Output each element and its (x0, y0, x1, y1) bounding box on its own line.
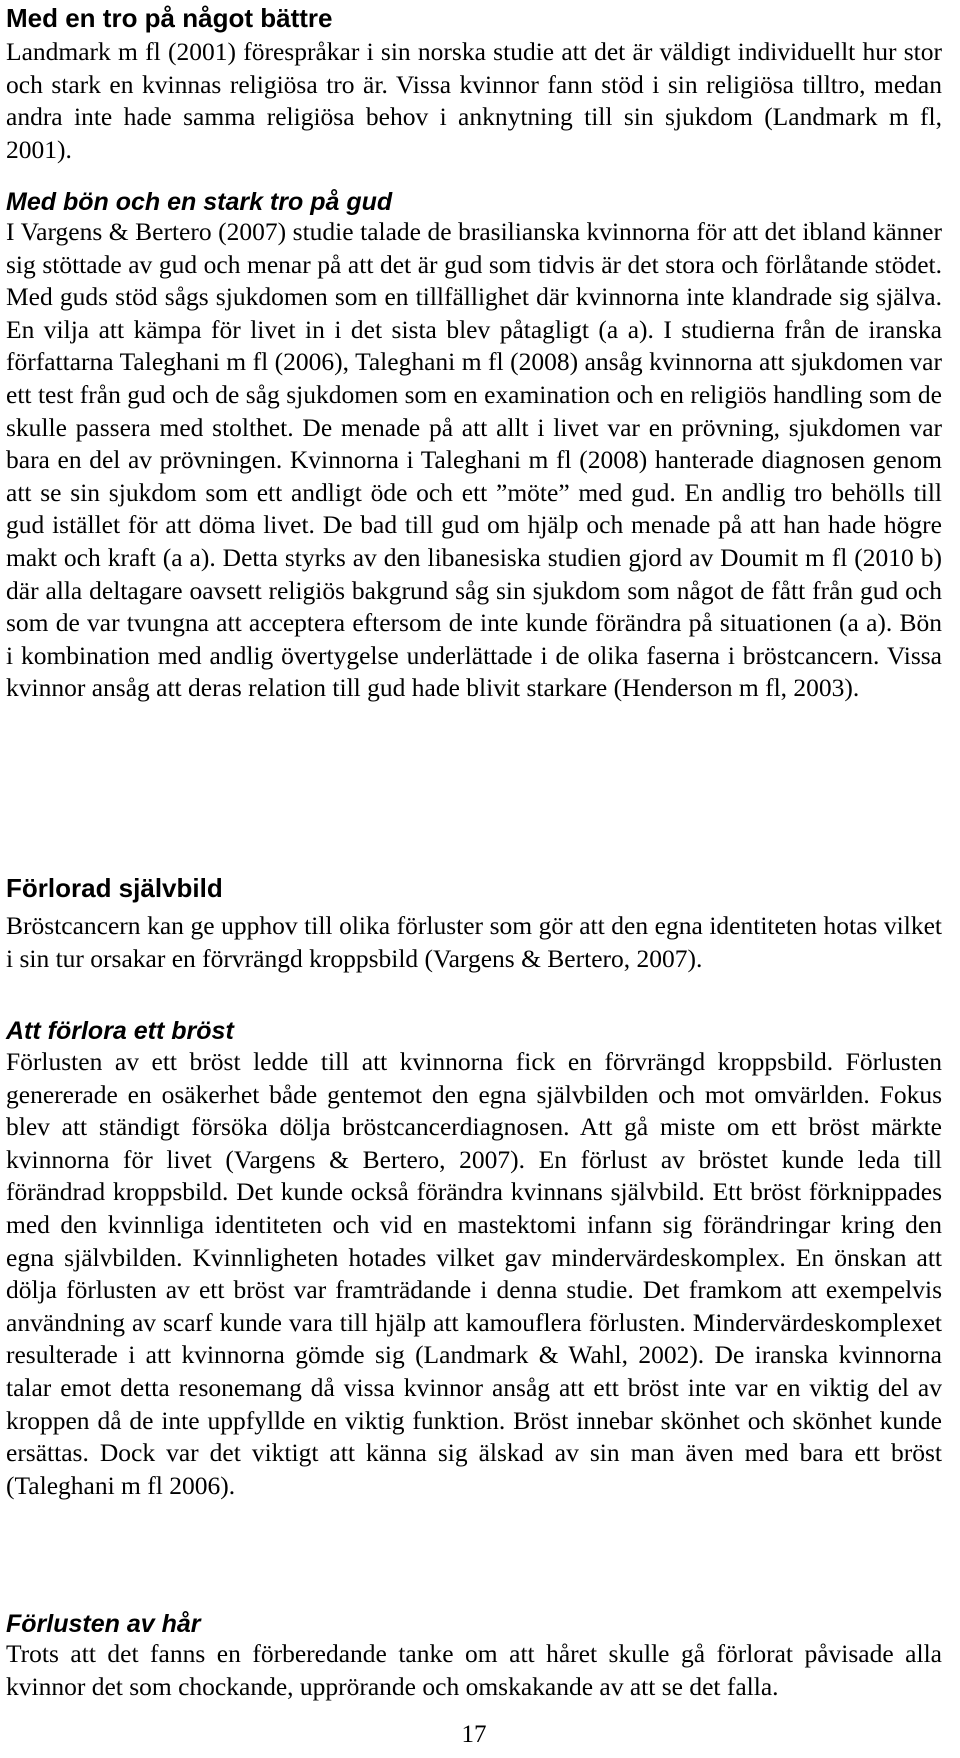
paragraph-tro: Landmark m fl (2001) förespråkar i sin norska studie att det är väldigt individuellt hur stor och stark en kvinnas religiösa tro är. Vissa kvinnor fann stöd i sin religiösa tilltro, medan andra inte hade samma religiösa behov i anknytning till sin sjukdom (Landmark m fl, 2001). (6, 37, 942, 164)
section-heading-tro: Med en tro på något bättre (6, 3, 333, 33)
paragraph-brost: Förlusten av ett bröst ledde till att kvinnorna fick en förvrängd kroppsbild. Förlusten genererade en osäkerhet både gentemot den egna självbilden och mot omvärlden. Fokus blev att ständigt försöka dölja bröstcancerdiagnosen. Att gå miste om ett bröst märkte kvinnorna för livet (Vargens & Bertero, 2007). En förlust av bröstet kunde leda till förändrad kroppsbild. Det kunde också förändra kvinnans självbild. Ett bröst förknippades med den kvinnliga identiteten och vid en mastektomi infann sig förändringar kring den egna självbilden. Kvinnligheten hotades vilket gav mindervärdeskomplex. En önskan att dölja förlusten av ett bröst var framträdande i denna studie. Det framkom att exempelvis användning av scarf kunde vara till hjälp att kamouflera förlusten. Mindervärdeskomplexet resulterade i att kvinnorna gömde sig (Landmark & Wahl, 2002). De iranska kvinnorna talar emot detta resonemang då vissa kvinnor ansåg att ett bröst inte var en viktig del av kroppen då de inte uppfyllde en viktig funktion. Bröst innebar skönhet och skönhet kunde ersättas. Dock var det viktigt att känna sig älskad av sin man även med bara ett bröst (Taleghani m fl 2006). (6, 1047, 942, 1500)
page-number: 17 (461, 1721, 487, 1748)
section-heading-sjalvbild: Förlorad självbild (6, 873, 223, 903)
subsection-heading-brost: Att förlora ett bröst (6, 1017, 234, 1045)
paragraph-har: Trots att det fanns en förberedande tanke om att håret skulle gå förlorat påvisade alla kvinnor det som chockande, upprörande och omskakande av att se det falla. (6, 1639, 942, 1701)
paragraph-bon: I Vargens & Bertero (2007) studie talade de brasilianska kvinnorna för att det ibland känner sig stöttade av gud och menar på att det är gud som tidvis är det stora och förlåtande stödet. Med guds stöd sågs sjukdomen som en tillfällighet där kvinnorna inte klandrade sig själva. En vilja att kämpa för livet in i det sista blev påtagligt (a a). I studierna från de iranska författarna Taleghani m fl (2006), Taleghani m fl (2008) ansåg kvinnorna att sjukdomen var ett test från gud och de såg sjukdomen som en examination och en religiös handling som de skulle passera med stolthet. De menade på att allt i livet var en prövning, sjukdomen var bara en del av prövningen. Kvinnorna i Taleghani m fl (2008) hanterade diagnosen genom att se sin sjukdom som ett andligt öde och ett ”möte” med gud. En andlig tro behölls till gud istället för att döma livet. De bad till gud om hjälp och menade på att han hade högre makt och kraft (a a). Detta styrks av den libanesiska studien gjord av Doumit m fl (2010 b) där alla deltagare oavsett religiös bakgrund såg sin sjukdom som något de fått från gud och som de var tvungna att acceptera eftersom de inte kunde förändra på situationen (a a). Bön i kombination med andlig övertygelse underlättade i de olika faserna i bröstcancern. Vissa kvinnor ansåg att deras relation till gud hade blivit starkare (Henderson m fl, 2003). (6, 217, 942, 703)
subsection-heading-har: Förlusten av hår (6, 1610, 201, 1638)
paragraph-sjalvbild: Bröstcancern kan ge upphov till olika förluster som gör att den egna identiteten hotas vilket i sin tur orsakar en förvrängd kroppsbild (Vargens & Bertero, 2007). (6, 911, 942, 973)
subsection-heading-bon: Med bön och en stark tro på gud (6, 188, 393, 216)
